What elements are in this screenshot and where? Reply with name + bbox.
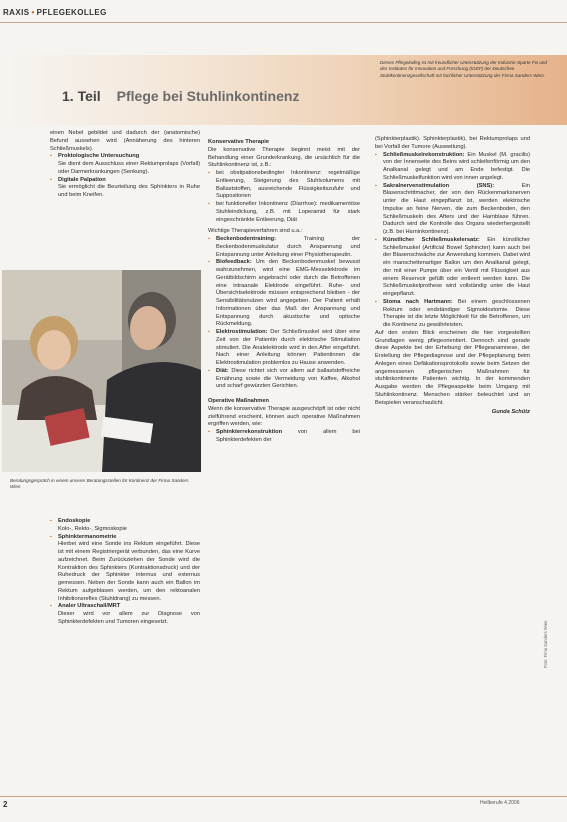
- list-item-text: Hierbei wird eine Sonde ins Rektum eingeführt. Diese ist mit einem Registriergerät verbunden, das eine Kurve aufzeichnet. Beim Zurückziehen der Sonde wird die Kontraktion des Sphinkters (Kontraktionsdruck) und der Ruhedruck der Sphinkter internus und externus gemessen. Neben der Sonde kann auch ein Ballon im Rektum aufgeblasen werden, um den rektoanalen Inhibitionsreflex (Stuhldrang) zu messen.: [58, 541, 200, 602]
- list-item-text: Ein Blasenschrittmacher, der von den Rückenmarksnerven unter die Haut eingepflanzt ist, werden elektrische Impulse an feine Nerven, die zum Beckenboden, den Schließmuskeln des Afters und der Harnblase führen. Dadurch wird die Kontrolle des Organs wiederhergestellt (z.B. bei Harninkontinenz).: [383, 182, 530, 235]
- list-item: [208, 329, 360, 368]
- title-part: 1. Teil: [62, 88, 101, 104]
- list-item: [375, 152, 530, 183]
- list-item-head: Analer Ultraschall/MRT: [58, 603, 121, 610]
- intro-note: Dieses Pflegekolleg ist mit freundlicher Unterstützung der Industrie-Sparte Fix und des Institutes für Innovation und Forschung (IGEF) der Deutschen Stuhlkontinenzgesellschaft mit fachlicher Unterstützung der Firma Sanders Wien.: [380, 60, 547, 78]
- list-item: [50, 177, 200, 200]
- running-header: [3, 8, 107, 17]
- author-name: Gunda Schütz: [491, 409, 530, 416]
- footer-rule: [0, 796, 567, 797]
- list-item: [208, 429, 360, 445]
- list-item-head: Diät:: [216, 367, 229, 374]
- col2-paragraph: Die konservative Therapie beginnt meist mit der Behandlung einer Grunderkrankung, die ursächlich für die Stuhlinkontinenz ist, z.B.:: [208, 146, 360, 169]
- list-item: [208, 170, 360, 201]
- list-item-head: Sakralnervenstimulation (SNS):: [383, 182, 495, 189]
- list-item: [50, 603, 200, 626]
- column-2: [208, 136, 360, 445]
- page-title: [62, 88, 299, 104]
- list-item-head: Sphinktermanometrie: [58, 533, 117, 540]
- header-separator: •: [31, 8, 35, 17]
- magazine-label: PFLEGEKOLLEG: [36, 8, 107, 17]
- list-item-text: Dieser wird vor allem zur Diagnose von Sphinkterdefekten und Tumoren eingesetzt.: [58, 611, 200, 625]
- list-item-head: Beckenbodentraining:: [216, 236, 277, 242]
- list-item-head: Künstlicher Schließmuskelersatz:: [383, 236, 480, 243]
- list-item-text: Um den Beckenbodenmuskel bewusst wahrzunehmen, wird eine EMG-Messelektrode im Gerätbildschirm angebracht oder durch die Betroffenen eine intraanale Elektrode eingeführt. Ruhe- und Übersichtselektrode müssen entsprechend bleiben - der Sensibilitätsnutzen wird angegeben. Der Patient erhält Informationen über das Maß der Anspannung und Entspannung durch akustische und optische Rückmeldung.: [216, 259, 360, 328]
- photo-illustration: [2, 270, 201, 472]
- list-item-text: Training der Beckenbodenmuskulatur durch Anspannung und Entspannung unter Anleitung einer Physiotherapeutin.: [216, 236, 361, 258]
- list-item: [375, 237, 530, 299]
- column-1-top: [50, 130, 200, 200]
- col3-paragraph: (Sphinkterplastik). Sphinkterplastik), bei Rektumprolaps und bei Vorfall der Tumore (Ausweitung).: [375, 136, 530, 150]
- photo-credit: Foto: Fima Sanders Wien: [543, 620, 548, 668]
- section-label: RAXIS: [3, 8, 30, 17]
- list-item-head: Stoma nach Hartmann:: [383, 298, 453, 305]
- column-1-bottom: [50, 518, 200, 627]
- title-topic: Pflege bei Stuhlinkontinenz: [116, 88, 300, 104]
- col3-paragraph: Auf den ersten Blick erscheinen die hier vorgestellten Grundlagen wenig pflegeorientiert. Dennoch sind gerade diese Aspekte bei der Erhebung der Pflegeanamnese, der Erstellung der Pflegediagnose und der Pflegeplanung beim Anlegen eines Defäkationsprotokolls sowie beim Setzen der angemessenen pflegerischen Maßnahmen für stuhlinkontinente Patienten wichtig. In der kommenden Ausgabe werden die Pflegeaspekte beim Umgang mit Stuhlinkontinenz. Menschen stärker beleuchtet und an Beispielen veranschaulicht.: [375, 329, 530, 406]
- list-item-head: Elektrostimulation:: [216, 329, 268, 335]
- list-item-head: Endoskopie: [58, 518, 91, 524]
- list-item-head: Biofeedback:: [216, 259, 252, 266]
- list-item: [208, 201, 360, 224]
- list-item-text: Ein Muskel (M. gracilis) von der Innenseite des Beins wird schleifenförmig um den Analkanal gelegt und am Ende befestigt. Die Schließmuskelfunktion wird von innen angelegt.: [383, 151, 530, 181]
- list-item-text: Sie ermöglicht die Beurteilung des Sphinkters in Ruhe und beim Kneifen.: [58, 184, 200, 198]
- section-heading: Konservative Therapie: [208, 139, 270, 145]
- list-item-head: Sphinkterrekonstruktion: [216, 429, 283, 435]
- list-item-text: Sie dient dem Ausschluss einer Rektumprolaps (Vorfall) oder Darmerkrankungen (Senkung).: [58, 161, 200, 175]
- list-item-text: Ein künstlicher Schließmuskel (Artificial Bowel Sphincter) kann auch bei der Blasenschwäche zur Anwendung kommen. Dabei wird ein manschettenartiger Ballon um den Analkanal gelegt, der mit einer Pumpe über ein Ventil mit Flüssigkeit aus einem Reservoir gefüllt oder entleert werden kann. Die Schließmuskelprothese wird vollständig unter die Haut eingepflanzt.: [383, 236, 530, 297]
- list-item-head: Schließmuskelrekonstruktion:: [383, 151, 465, 158]
- list-item-text: von allem bei Sphinkterdefekten der: [216, 429, 360, 443]
- col2-paragraph: Wenn die konservative Therapie ausgeschöpft ist oder nicht zielführend erscheint, können auch operative Maßnahmen ergriffen werden, wie:: [208, 405, 360, 428]
- consultation-photo: [2, 270, 201, 472]
- page-number: 2: [3, 800, 8, 809]
- list-item-text: bei funktioneller Inkontinenz (Diarrhoe): medikamentöse Stuhleindickung, z.B. mit Loperamid für stark eingeschränkte Entleerung, Diät: [216, 201, 360, 223]
- list-item-text: Diese richtet sich vor allem auf ballaststoffreiche Ernährung sowie die Vermeidung von Kaffee, Alkohol und scharf gewürzten Gerichten.: [216, 367, 360, 390]
- list-item-head: Digitale Palpation: [58, 176, 106, 183]
- list-item-text: bei obstipationsbedingter Inkontinenz: regelmäßige Entleerung, Steigerung des Stuhlvolumens mit Ballaststoffen, ausreichende Flüssigkeitszufuhr und Suppositorien: [216, 170, 360, 200]
- photo-caption: Beratungsgespräch in einem unserer Beratungsstellen für Kontinenz der Firma Sanders Wien: [10, 478, 189, 490]
- col1-paragraph: einen Nebel gebildet und dadurch der (anatomische) Befund aussehen wird (Annäherung des hinteren Schließmuskels).: [50, 130, 200, 152]
- list-item: [208, 259, 360, 329]
- header-rule: [0, 22, 567, 23]
- list-item: [50, 518, 200, 534]
- list-item-text: Der Schließmuskel wird über eine Zeit von der Patientin durch elektrische Stimuliation stimuliert. Die Analelektrode wird in den After eingeführt. Nach einer Anleitung können Patientinnen die Elektrostimulation problemlos zu Hause anwenden.: [216, 329, 360, 366]
- list-item: [375, 183, 530, 237]
- list-item-text: Bei einem geschlossenen Rektum oder endständiger Sigmoidostomie. Diese Therapie ist die letzte Möglichkeit für die Betroffenen, um die Kontinenz zu gewährleisten.: [383, 298, 530, 328]
- list-item-text: Kolo-, Rekto-, Sigmoskopie: [58, 525, 127, 532]
- section-heading: Operative Maßnahmen: [208, 398, 269, 404]
- list-item: [375, 299, 530, 330]
- column-3: [375, 136, 530, 417]
- journal-issue: Heilberufe 4.2006: [480, 800, 520, 806]
- list-item-head: Proktologische Untersuchung: [58, 153, 140, 160]
- list-item: [50, 534, 200, 604]
- list-item: [208, 236, 360, 259]
- list-item: [208, 368, 360, 391]
- col2-paragraph: Wichtige Therapieverfahren sind u.a.:: [208, 228, 303, 235]
- list-item: [50, 153, 200, 176]
